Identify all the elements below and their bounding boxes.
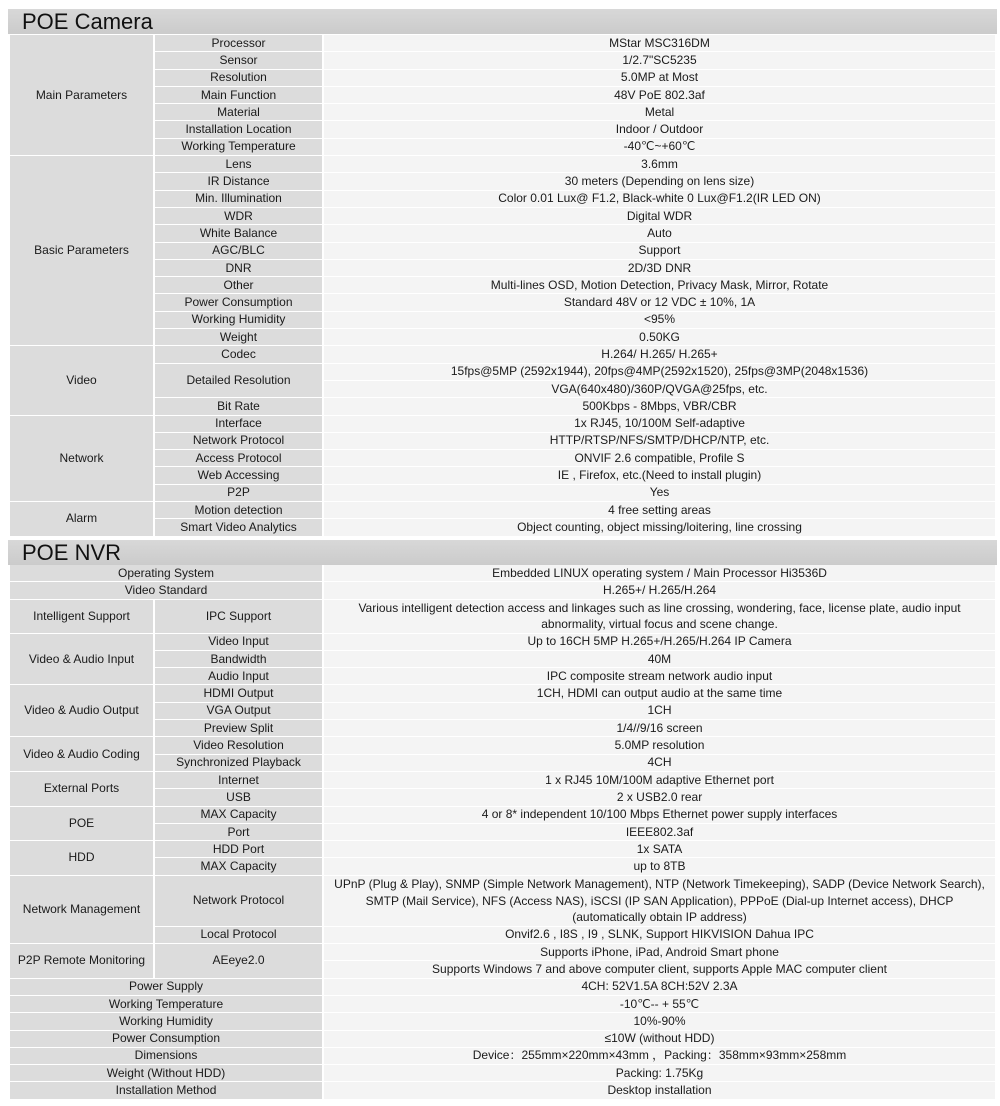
row-label: Bandwidth xyxy=(155,651,322,667)
table-row xyxy=(10,858,995,874)
table-row xyxy=(10,225,995,241)
row-label: Port xyxy=(155,824,322,840)
group-label: P2P Remote Monitoring xyxy=(10,944,153,978)
row-value: IPC composite stream network audio input xyxy=(324,668,995,684)
table-row xyxy=(10,1065,995,1081)
row-label: Synchronized Playback xyxy=(155,755,322,771)
row-value: 5.0MP at Most xyxy=(324,70,995,86)
row-label: Preview Split xyxy=(155,720,322,736)
table-row xyxy=(10,191,995,207)
table-row xyxy=(10,927,995,943)
row-label: Resolution xyxy=(155,70,322,86)
table-row xyxy=(10,1082,995,1098)
table-row xyxy=(10,703,995,719)
row-label: AEeye2.0 xyxy=(155,944,322,978)
table-row xyxy=(10,139,995,155)
row-value: 15fps@5MP (2592x1944), 20fps@4MP(2592x1520), 25fps@3MP(2048x1536) xyxy=(324,364,995,380)
table-row xyxy=(10,651,995,667)
row-value: H.265+/ H.265/H.264 xyxy=(324,582,995,598)
row-label: Min. Illumination xyxy=(155,191,322,207)
row-value: Embedded LINUX operating system / Main Processor Hi3536D xyxy=(324,565,995,581)
row-value: 1CH, HDMI can output audio at the same time xyxy=(324,685,995,701)
table-row xyxy=(10,364,995,380)
group-label: External Ports xyxy=(10,772,153,806)
table-row xyxy=(10,416,995,432)
table-row xyxy=(10,208,995,224)
row-label: Interface xyxy=(155,416,322,432)
camera-spec-table xyxy=(8,34,997,537)
table-row xyxy=(10,485,995,501)
row-value: Desktop installation xyxy=(324,1082,995,1098)
row-label: Video Input xyxy=(155,634,322,650)
table-row xyxy=(10,755,995,771)
table-row xyxy=(10,1031,995,1047)
table-row xyxy=(10,519,995,535)
row-label: Codec xyxy=(155,346,322,362)
row-value: Support xyxy=(324,243,995,259)
table-row xyxy=(10,1013,995,1029)
table-row xyxy=(10,502,995,518)
group-label: Video xyxy=(10,346,153,414)
row-label: Other xyxy=(155,277,322,293)
group-label: Video & Audio Input xyxy=(10,634,153,685)
nvr-spec-table xyxy=(8,564,997,1100)
row-value: 4 free setting areas xyxy=(324,502,995,518)
row-label: Video Standard xyxy=(10,582,322,598)
row-value: -40℃~+60℃ xyxy=(324,139,995,155)
table-row xyxy=(10,450,995,466)
group-label: Basic Parameters xyxy=(10,156,153,345)
row-value: IE , Firefox, etc.(Need to install plugin) xyxy=(324,467,995,483)
table-row xyxy=(10,243,995,259)
group-label: Main Parameters xyxy=(10,35,153,155)
row-label: Processor xyxy=(155,35,322,51)
table-row xyxy=(10,807,995,823)
row-value: 1 x RJ45 10M/100M adaptive Ethernet port xyxy=(324,772,995,788)
camera-section-title: POE Camera xyxy=(8,9,997,34)
group-label: HDD xyxy=(10,841,153,875)
row-label: Working Humidity xyxy=(10,1013,322,1029)
table-row xyxy=(10,260,995,276)
row-label: Web Accessing xyxy=(155,467,322,483)
row-label: Smart Video Analytics xyxy=(155,519,322,535)
row-value: 4CH xyxy=(324,755,995,771)
row-label: IR Distance xyxy=(155,173,322,189)
row-value: 3.6mm xyxy=(324,156,995,172)
group-label: Video & Audio Coding xyxy=(10,737,153,771)
row-value: Auto xyxy=(324,225,995,241)
table-row xyxy=(10,329,995,345)
row-value: Various intelligent detection access and linkages such as line crossing, wondering, face, license plate, audio input abnormality, virtual focus and scene change. xyxy=(324,600,995,633)
row-value: Digital WDR xyxy=(324,208,995,224)
table-row xyxy=(10,841,995,857)
row-label: White Balance xyxy=(155,225,322,241)
table-row xyxy=(10,398,995,414)
row-value: 48V PoE 802.3af xyxy=(324,87,995,103)
row-value: 30 meters (Depending on lens size) xyxy=(324,173,995,189)
row-value: Color 0.01 Lux@ F1.2, Black-white 0 Lux@F1.2(IR LED ON) xyxy=(324,191,995,207)
row-value: ONVIF 2.6 compatible, Profile S xyxy=(324,450,995,466)
row-value: 4 or 8* independent 10/100 Mbps Ethernet power supply interfaces xyxy=(324,807,995,823)
row-value: 1CH xyxy=(324,703,995,719)
row-label: Power Consumption xyxy=(155,294,322,310)
row-label: HDD Port xyxy=(155,841,322,857)
group-label: Network Management xyxy=(10,876,153,943)
row-value: 1x SATA xyxy=(324,841,995,857)
table-row xyxy=(10,277,995,293)
row-label: Installation Location xyxy=(155,121,322,137)
table-row xyxy=(10,104,995,120)
row-value: IEEE802.3af xyxy=(324,824,995,840)
row-value: 0.50KG xyxy=(324,329,995,345)
row-label: Audio Input xyxy=(155,668,322,684)
table-row xyxy=(10,582,995,598)
row-value: Packing: 1.75Kg xyxy=(324,1065,995,1081)
table-row xyxy=(10,346,995,362)
row-label: IPC Support xyxy=(155,600,322,633)
row-value: 500Kbps - 8Mbps, VBR/CBR xyxy=(324,398,995,414)
row-label: Main Function xyxy=(155,87,322,103)
row-label: Motion detection xyxy=(155,502,322,518)
row-value: 1/4//9/16 screen xyxy=(324,720,995,736)
table-row xyxy=(10,173,995,189)
row-value: Metal xyxy=(324,104,995,120)
table-row xyxy=(10,720,995,736)
row-value: Onvif2.6 , I8S , I9 , SLNK, Support HIKVISION Dahua IPC xyxy=(324,927,995,943)
row-label: P2P xyxy=(155,485,322,501)
row-label: Material xyxy=(155,104,322,120)
table-row xyxy=(10,70,995,86)
group-label: Intelligent Support xyxy=(10,600,153,633)
row-value: Yes xyxy=(324,485,995,501)
row-value: UPnP (Plug & Play), SNMP (Simple Network Management), NTP (Network Timekeeping), SADP (Device Network Search), SMTP (Mail Service), NFS (Access NAS), iSCSI (IP SAN Application), PPPoE (Dial-up Internet access), DHCP (automatically obtain IP address) xyxy=(324,876,995,926)
row-label: Access Protocol xyxy=(155,450,322,466)
row-label: Network Protocol xyxy=(155,433,322,449)
row-label: MAX Capacity xyxy=(155,858,322,874)
table-row xyxy=(10,565,995,581)
row-label: Bit Rate xyxy=(155,398,322,414)
nvr-section-title: POE NVR xyxy=(8,540,997,565)
group-label: POE xyxy=(10,807,153,841)
row-label: Video Resolution xyxy=(155,737,322,753)
row-value: <95% xyxy=(324,312,995,328)
table-row xyxy=(10,789,995,805)
row-value: Multi-lines OSD, Motion Detection, Privacy Mask, Mirror, Rotate xyxy=(324,277,995,293)
table-row xyxy=(10,87,995,103)
row-label: Lens xyxy=(155,156,322,172)
row-label: Weight (Without HDD) xyxy=(10,1065,322,1081)
row-value: 4CH: 52V1.5A 8CH:52V 2.3A xyxy=(324,979,995,995)
row-label: Dimensions xyxy=(10,1048,322,1064)
table-row xyxy=(10,433,995,449)
row-value: VGA(640x480)/360P/QVGA@25fps, etc. xyxy=(324,381,995,397)
row-value: up to 8TB xyxy=(324,858,995,874)
row-label: Power Supply xyxy=(10,979,322,995)
row-label: Weight xyxy=(155,329,322,345)
row-value: MStar MSC316DM xyxy=(324,35,995,51)
row-label: Operating System xyxy=(10,565,322,581)
row-value: Object counting, object missing/loitering, line crossing xyxy=(324,519,995,535)
row-value: 1x RJ45, 10/100M Self-adaptive xyxy=(324,416,995,432)
table-row xyxy=(10,1048,995,1064)
row-value: Indoor / Outdoor xyxy=(324,121,995,137)
row-value: Standard 48V or 12 VDC ± 10%, 1A xyxy=(324,294,995,310)
table-row xyxy=(10,876,995,926)
table-row xyxy=(10,685,995,701)
table-row xyxy=(10,944,995,960)
row-value: 5.0MP resolution xyxy=(324,737,995,753)
row-label: MAX Capacity xyxy=(155,807,322,823)
row-label: USB xyxy=(155,789,322,805)
table-row xyxy=(10,824,995,840)
table-row xyxy=(10,35,995,51)
row-value: 2 x USB2.0 rear xyxy=(324,789,995,805)
table-row xyxy=(10,121,995,137)
group-label: Alarm xyxy=(10,502,153,536)
row-label: WDR xyxy=(155,208,322,224)
row-label: Working Temperature xyxy=(10,996,322,1012)
row-value: -10℃-- + 55℃ xyxy=(324,996,995,1012)
row-value: 40M xyxy=(324,651,995,667)
row-label: Local Protocol xyxy=(155,927,322,943)
table-row xyxy=(10,979,995,995)
row-label: Sensor xyxy=(155,52,322,68)
table-row xyxy=(10,772,995,788)
row-label: Installation Method xyxy=(10,1082,322,1098)
row-value: H.264/ H.265/ H.265+ xyxy=(324,346,995,362)
row-label: AGC/BLC xyxy=(155,243,322,259)
row-label: HDMI Output xyxy=(155,685,322,701)
row-value: 1/2.7"SC5235 xyxy=(324,52,995,68)
row-label: Working Humidity xyxy=(155,312,322,328)
row-label: Power Consumption xyxy=(10,1031,322,1047)
table-row xyxy=(10,467,995,483)
row-value: ≤10W (without HDD) xyxy=(324,1031,995,1047)
row-value: 2D/3D DNR xyxy=(324,260,995,276)
row-label: VGA Output xyxy=(155,703,322,719)
row-value: Up to 16CH 5MP H.265+/H.265/H.264 IP Camera xyxy=(324,634,995,650)
table-row xyxy=(10,294,995,310)
table-row xyxy=(10,600,995,633)
table-row xyxy=(10,156,995,172)
table-row xyxy=(10,312,995,328)
row-label: Working Temperature xyxy=(155,139,322,155)
row-value: Device：255mm×220mm×43mm ，Packing：358mm×93mm×258mm xyxy=(324,1048,995,1064)
group-label: Video & Audio Output xyxy=(10,685,153,736)
table-row xyxy=(10,634,995,650)
row-label: DNR xyxy=(155,260,322,276)
table-row xyxy=(10,52,995,68)
row-value: Supports iPhone, iPad, Android Smart phone xyxy=(324,944,995,960)
row-label: Detailed Resolution xyxy=(155,364,322,398)
table-row xyxy=(10,668,995,684)
group-label: Network xyxy=(10,416,153,501)
row-value: Supports Windows 7 and above computer client, supports Apple MAC computer client xyxy=(324,961,995,977)
row-value: 10%-90% xyxy=(324,1013,995,1029)
table-row xyxy=(10,996,995,1012)
row-label: Network Protocol xyxy=(155,876,322,926)
row-value: HTTP/RTSP/NFS/SMTP/DHCP/NTP, etc. xyxy=(324,433,995,449)
table-row xyxy=(10,737,995,753)
row-label: Internet xyxy=(155,772,322,788)
